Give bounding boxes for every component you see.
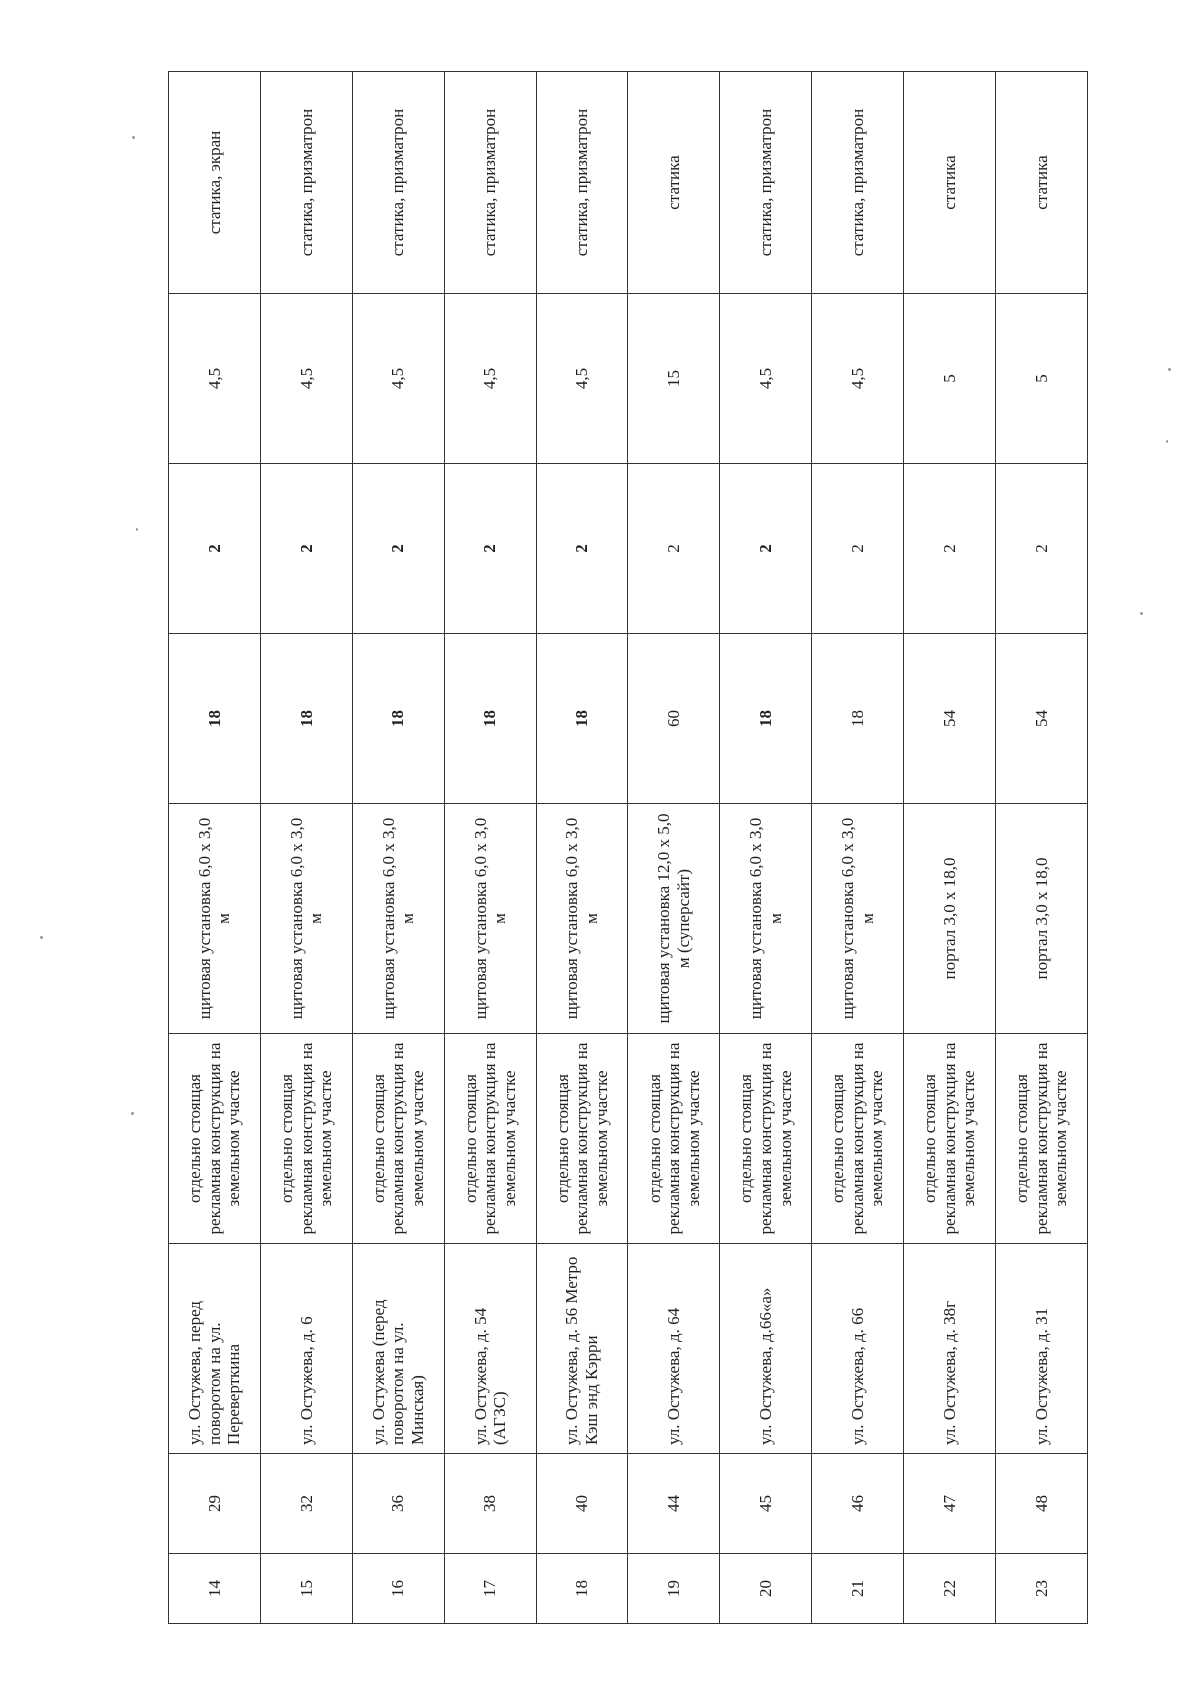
cell-structure-type: отдельно стоящая рекламная конструкция на земельном участке xyxy=(536,1034,628,1244)
cell-sides: 2 xyxy=(904,464,996,634)
cell-sides: 2 xyxy=(444,464,536,634)
cell-height: 4,5 xyxy=(352,294,444,464)
cell-structure-id: 44 xyxy=(628,1454,720,1554)
scan-speck xyxy=(132,136,135,139)
cell-height: 5 xyxy=(996,294,1088,464)
cell-sides: 2 xyxy=(260,464,352,634)
cell-area: 18 xyxy=(352,634,444,804)
cell-structure-type: отдельно стоящая рекламная конструкция на земельном участке xyxy=(996,1034,1088,1244)
scan-speck xyxy=(1166,440,1168,443)
cell-address: ул. Остужева, д. 64 xyxy=(628,1244,720,1454)
cell-structure-kind: щитовая установка 6,0 х 3,0 м xyxy=(169,804,261,1034)
cell-area: 18 xyxy=(720,634,812,804)
cell-height: 4,5 xyxy=(444,294,536,464)
cell-technology: статика xyxy=(628,72,720,294)
cell-technology: статика xyxy=(996,72,1088,294)
cell-sides: 2 xyxy=(169,464,261,634)
cell-technology: статика, призматрон xyxy=(720,72,812,294)
cell-structure-id: 29 xyxy=(169,1454,261,1554)
cell-area: 18 xyxy=(536,634,628,804)
cell-sides: 2 xyxy=(812,464,904,634)
table-row xyxy=(996,72,1088,1624)
cell-technology: статика, призматрон xyxy=(536,72,628,294)
cell-area: 54 xyxy=(904,634,996,804)
cell-row-number: 16 xyxy=(352,1554,444,1624)
scan-speck xyxy=(1168,368,1171,371)
cell-structure-kind: щитовая установка 6,0 х 3,0 м xyxy=(536,804,628,1034)
cell-address: ул. Остужева, д.66«а» xyxy=(720,1244,812,1454)
cell-structure-type: отдельно стоящая рекламная конструкция на земельном участке xyxy=(260,1034,352,1244)
cell-structure-kind: щитовая установка 12,0 х 5,0 м (суперсайт) xyxy=(628,804,720,1034)
cell-area: 54 xyxy=(996,634,1088,804)
cell-structure-type: отдельно стоящая рекламная конструкция на земельном участке xyxy=(352,1034,444,1244)
cell-technology: статика, призматрон xyxy=(352,72,444,294)
cell-height: 4,5 xyxy=(169,294,261,464)
cell-structure-id: 48 xyxy=(996,1454,1088,1554)
cell-structure-kind: щитовая установка 6,0 х 3,0 м xyxy=(720,804,812,1034)
cell-structure-kind: портал 3,0 х 18,0 xyxy=(904,804,996,1034)
table-row xyxy=(444,72,536,1624)
cell-structure-id: 46 xyxy=(812,1454,904,1554)
cell-technology: статика, призматрон xyxy=(444,72,536,294)
cell-area: 18 xyxy=(812,634,904,804)
cell-technology: статика, призматрон xyxy=(260,72,352,294)
cell-area: 18 xyxy=(260,634,352,804)
cell-structure-type: отдельно стоящая рекламная конструкция на земельном участке xyxy=(628,1034,720,1244)
cell-address: ул. Остужева, д. 56 Метро Кэш энд Кэрри xyxy=(536,1244,628,1454)
cell-technology: статика, экран xyxy=(169,72,261,294)
cell-structure-id: 36 xyxy=(352,1454,444,1554)
cell-area: 60 xyxy=(628,634,720,804)
advertising-structures-table xyxy=(168,71,1088,1624)
table-row xyxy=(169,72,261,1624)
cell-structure-id: 45 xyxy=(720,1454,812,1554)
table-row xyxy=(352,72,444,1624)
table-row xyxy=(628,72,720,1624)
table-row xyxy=(536,72,628,1624)
cell-structure-kind: щитовая установка 6,0 х 3,0 м xyxy=(260,804,352,1034)
cell-height: 4,5 xyxy=(720,294,812,464)
cell-structure-type: отдельно стоящая рекламная конструкция на земельном участке xyxy=(444,1034,536,1244)
table-frame xyxy=(168,72,1088,1624)
cell-address: ул. Остужева, д. 38г xyxy=(904,1244,996,1454)
cell-structure-id: 40 xyxy=(536,1454,628,1554)
cell-technology: статика, призматрон xyxy=(812,72,904,294)
cell-structure-kind: щитовая установка 6,0 х 3,0 м xyxy=(812,804,904,1034)
cell-address: ул. Остужева (перед поворотом на ул. Минская) xyxy=(352,1244,444,1454)
cell-row-number: 22 xyxy=(904,1554,996,1624)
table-row xyxy=(904,72,996,1624)
cell-sides: 2 xyxy=(352,464,444,634)
cell-row-number: 23 xyxy=(996,1554,1088,1624)
cell-structure-kind: щитовая установка 6,0 х 3,0 м xyxy=(444,804,536,1034)
cell-row-number: 14 xyxy=(169,1554,261,1624)
cell-row-number: 20 xyxy=(720,1554,812,1624)
cell-height: 4,5 xyxy=(260,294,352,464)
cell-row-number: 19 xyxy=(628,1554,720,1624)
cell-address: ул. Остужева, д. 31 xyxy=(996,1244,1088,1454)
cell-height: 4,5 xyxy=(536,294,628,464)
scan-speck xyxy=(40,936,43,939)
rotated-table-container xyxy=(168,72,1088,1624)
cell-address: ул. Остужева, д. 66 xyxy=(812,1244,904,1454)
cell-sides: 2 xyxy=(628,464,720,634)
cell-row-number: 17 xyxy=(444,1554,536,1624)
cell-structure-type: отдельно стоящая рекламная конструкция на земельном участке xyxy=(169,1034,261,1244)
cell-structure-id: 32 xyxy=(260,1454,352,1554)
scan-speck xyxy=(136,528,138,531)
cell-structure-kind: щитовая установка 6,0 х 3,0 м xyxy=(352,804,444,1034)
cell-structure-kind: портал 3,0 х 18,0 xyxy=(996,804,1088,1034)
cell-technology: статика xyxy=(904,72,996,294)
cell-sides: 2 xyxy=(720,464,812,634)
cell-height: 15 xyxy=(628,294,720,464)
cell-area: 18 xyxy=(444,634,536,804)
cell-structure-type: отдельно стоящая рекламная конструкция на земельном участке xyxy=(720,1034,812,1244)
cell-structure-type: отдельно стоящая рекламная конструкция на земельном участке xyxy=(904,1034,996,1244)
table-row xyxy=(260,72,352,1624)
table-row xyxy=(720,72,812,1624)
scan-speck xyxy=(1140,612,1143,615)
cell-address: ул. Остужева, д. 54 (АГЗС) xyxy=(444,1244,536,1454)
cell-sides: 2 xyxy=(536,464,628,634)
cell-address: ул. Остужева, д. 6 xyxy=(260,1244,352,1454)
cell-height: 5 xyxy=(904,294,996,464)
cell-row-number: 21 xyxy=(812,1554,904,1624)
cell-row-number: 18 xyxy=(536,1554,628,1624)
cell-address: ул. Остужева, перед поворотом на ул. Переверткина xyxy=(169,1244,261,1454)
cell-sides: 2 xyxy=(996,464,1088,634)
scan-speck xyxy=(131,1112,134,1115)
cell-structure-id: 47 xyxy=(904,1454,996,1554)
cell-area: 18 xyxy=(169,634,261,804)
cell-structure-id: 38 xyxy=(444,1454,536,1554)
cell-row-number: 15 xyxy=(260,1554,352,1624)
table-row xyxy=(812,72,904,1624)
cell-height: 4,5 xyxy=(812,294,904,464)
cell-structure-type: отдельно стоящая рекламная конструкция на земельном участке xyxy=(812,1034,904,1244)
